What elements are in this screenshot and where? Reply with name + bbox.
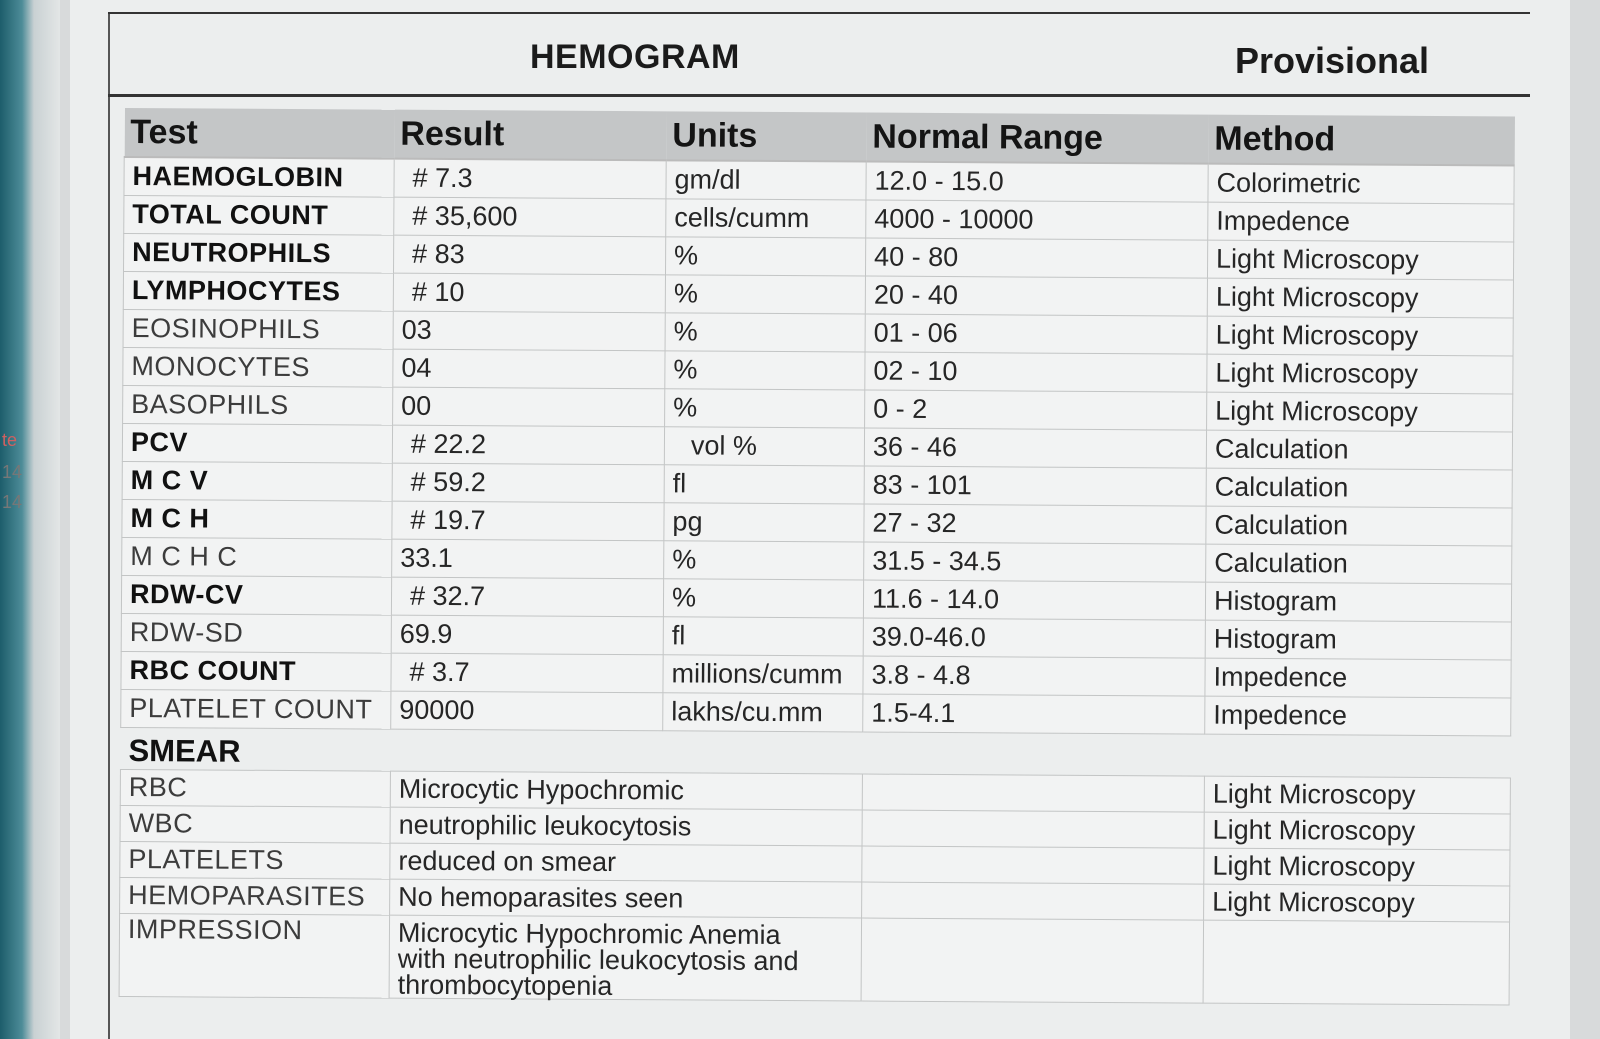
- smear-finding: No hemoparasites seen: [390, 879, 862, 918]
- test-name: RBC COUNT: [121, 651, 391, 691]
- test-units: %: [665, 351, 865, 390]
- smear-empty-cell: [861, 918, 1204, 1003]
- test-name: NEUTROPHILS: [124, 234, 394, 274]
- results-table-container: [119, 108, 1514, 1005]
- smear-method: Light Microscopy: [1204, 776, 1510, 814]
- column-header-method: Method: [1208, 115, 1514, 166]
- test-result: # 32.7: [391, 577, 663, 617]
- test-result: 00: [393, 387, 665, 427]
- test-range: 0 - 2: [865, 390, 1207, 430]
- test-method: Light Microscopy: [1207, 278, 1513, 318]
- test-range: 83 - 101: [864, 466, 1206, 506]
- test-units: %: [663, 579, 863, 618]
- test-name: M C V: [122, 461, 392, 501]
- test-method: Calculation: [1206, 544, 1512, 584]
- test-name: M C H: [122, 499, 392, 539]
- test-range: 36 - 46: [864, 428, 1206, 468]
- smear-test-name: RBC: [120, 769, 390, 807]
- edge-fragment-text: te: [2, 430, 18, 450]
- test-method: Light Microscopy: [1207, 354, 1513, 394]
- test-units: fl: [664, 465, 864, 504]
- test-result: # 35,600: [394, 197, 666, 237]
- test-method: Light Microscopy: [1207, 392, 1513, 432]
- test-name: RDW-CV: [121, 575, 391, 615]
- test-name: HAEMOGLOBIN: [124, 157, 394, 197]
- edge-fragment-text: 14: [2, 462, 23, 482]
- test-method: Light Microscopy: [1207, 240, 1513, 280]
- smear-empty-cell: [862, 774, 1204, 812]
- test-units: millions/cumm: [663, 655, 863, 694]
- test-range: 12.0 - 15.0: [866, 162, 1208, 203]
- test-method: Histogram: [1205, 620, 1511, 660]
- impression-cell: [389, 915, 861, 1001]
- smear-finding: Microcytic Hypochromic: [390, 771, 862, 810]
- test-result: 69.9: [391, 615, 663, 655]
- test-method: Calculation: [1206, 468, 1512, 508]
- smear-test-name: HEMOPARASITES: [120, 877, 390, 915]
- test-method: Impedence: [1208, 202, 1514, 242]
- column-header-result: Result: [394, 110, 666, 161]
- test-range: 39.0-46.0: [863, 618, 1205, 658]
- test-range: 20 - 40: [865, 276, 1207, 316]
- test-units: %: [665, 389, 865, 428]
- test-name: PLATELET COUNT: [121, 689, 391, 729]
- report-title: HEMOGRAM: [530, 38, 740, 76]
- smear-method: Light Microscopy: [1204, 848, 1510, 886]
- test-name: BASOPHILS: [123, 385, 393, 425]
- test-range: 11.6 - 14.0: [863, 580, 1205, 620]
- test-result: # 7.3: [394, 159, 666, 199]
- test-units: vol %: [664, 427, 864, 466]
- test-units: pg: [664, 503, 864, 542]
- test-range: 4000 - 10000: [866, 200, 1208, 240]
- test-range: 01 - 06: [865, 314, 1207, 354]
- test-units: %: [665, 237, 865, 276]
- smear-method: Light Microscopy: [1204, 812, 1510, 850]
- test-method: Impedence: [1205, 658, 1511, 698]
- smear-test-name: PLATELETS: [120, 841, 390, 879]
- test-result: # 10: [393, 273, 665, 313]
- column-header-range: Normal Range: [866, 113, 1208, 164]
- test-units: %: [665, 313, 865, 352]
- smear-test-name: WBC: [120, 805, 390, 843]
- test-range: 02 - 10: [865, 352, 1207, 392]
- test-result: # 59.2: [392, 463, 664, 503]
- test-result: 03: [393, 311, 665, 351]
- smear-finding: reduced on smear: [390, 843, 862, 882]
- test-method: Light Microscopy: [1207, 316, 1513, 356]
- report-status: Provisional: [1235, 40, 1430, 81]
- test-result: 33.1: [392, 539, 664, 579]
- test-name: M C H C: [122, 537, 392, 577]
- test-method: Colorimetric: [1208, 164, 1514, 204]
- test-units: cells/cumm: [666, 199, 866, 238]
- test-method: Histogram: [1205, 582, 1511, 622]
- column-header-units: Units: [666, 111, 866, 161]
- test-range: 27 - 32: [864, 504, 1206, 544]
- test-result: # 3.7: [391, 653, 663, 693]
- test-name: MONOCYTES: [123, 347, 393, 387]
- smear-empty-cell: [1203, 920, 1510, 1005]
- test-range: 31.5 - 34.5: [864, 542, 1206, 582]
- impression-text: Microcytic Hypochromic Anemia with neutrophilic leukocytosis and thrombocytopenia: [397, 917, 799, 1001]
- sheet-left-border: [108, 12, 110, 1039]
- test-range: 3.8 - 4.8: [863, 656, 1205, 696]
- test-name: PCV: [122, 423, 392, 463]
- test-units: fl: [663, 617, 863, 656]
- edge-fragment-text: 14: [2, 492, 23, 512]
- test-method: Calculation: [1206, 430, 1512, 470]
- smear-method: Light Microscopy: [1204, 884, 1510, 922]
- test-units: %: [664, 541, 864, 580]
- test-method: Calculation: [1206, 506, 1512, 546]
- test-range: 1.5-4.1: [863, 694, 1205, 734]
- test-method: Impedence: [1205, 696, 1511, 736]
- test-result: # 83: [393, 235, 665, 275]
- test-result: 90000: [391, 691, 663, 731]
- smear-empty-cell: [862, 846, 1204, 884]
- test-name: TOTAL COUNT: [124, 196, 394, 236]
- results-table: [119, 108, 1515, 1005]
- smear-empty-cell: [862, 882, 1204, 920]
- test-units: lakhs/cu.mm: [663, 693, 863, 732]
- test-range: 40 - 80: [865, 238, 1207, 278]
- smear-finding: neutrophilic leukocytosis: [390, 807, 862, 846]
- impression-label: IMPRESSION: [119, 913, 390, 998]
- smear-empty-cell: [862, 810, 1204, 848]
- column-header-test: Test: [124, 108, 394, 159]
- smear-title: SMEAR: [120, 727, 1510, 777]
- top-divider: [108, 12, 1530, 14]
- monitor-left-edge: [0, 0, 60, 1039]
- test-result: # 19.7: [392, 501, 664, 541]
- test-units: gm/dl: [666, 160, 866, 200]
- test-name: EOSINOPHILS: [123, 309, 393, 349]
- impression-row: [119, 913, 1509, 1004]
- header-divider: [108, 94, 1530, 97]
- test-result: 04: [393, 349, 665, 389]
- test-name: LYMPHOCYTES: [123, 272, 393, 312]
- table-header-row: [124, 108, 1514, 165]
- test-result: # 22.2: [392, 425, 664, 465]
- test-name: RDW-SD: [121, 613, 391, 653]
- test-units: %: [665, 275, 865, 314]
